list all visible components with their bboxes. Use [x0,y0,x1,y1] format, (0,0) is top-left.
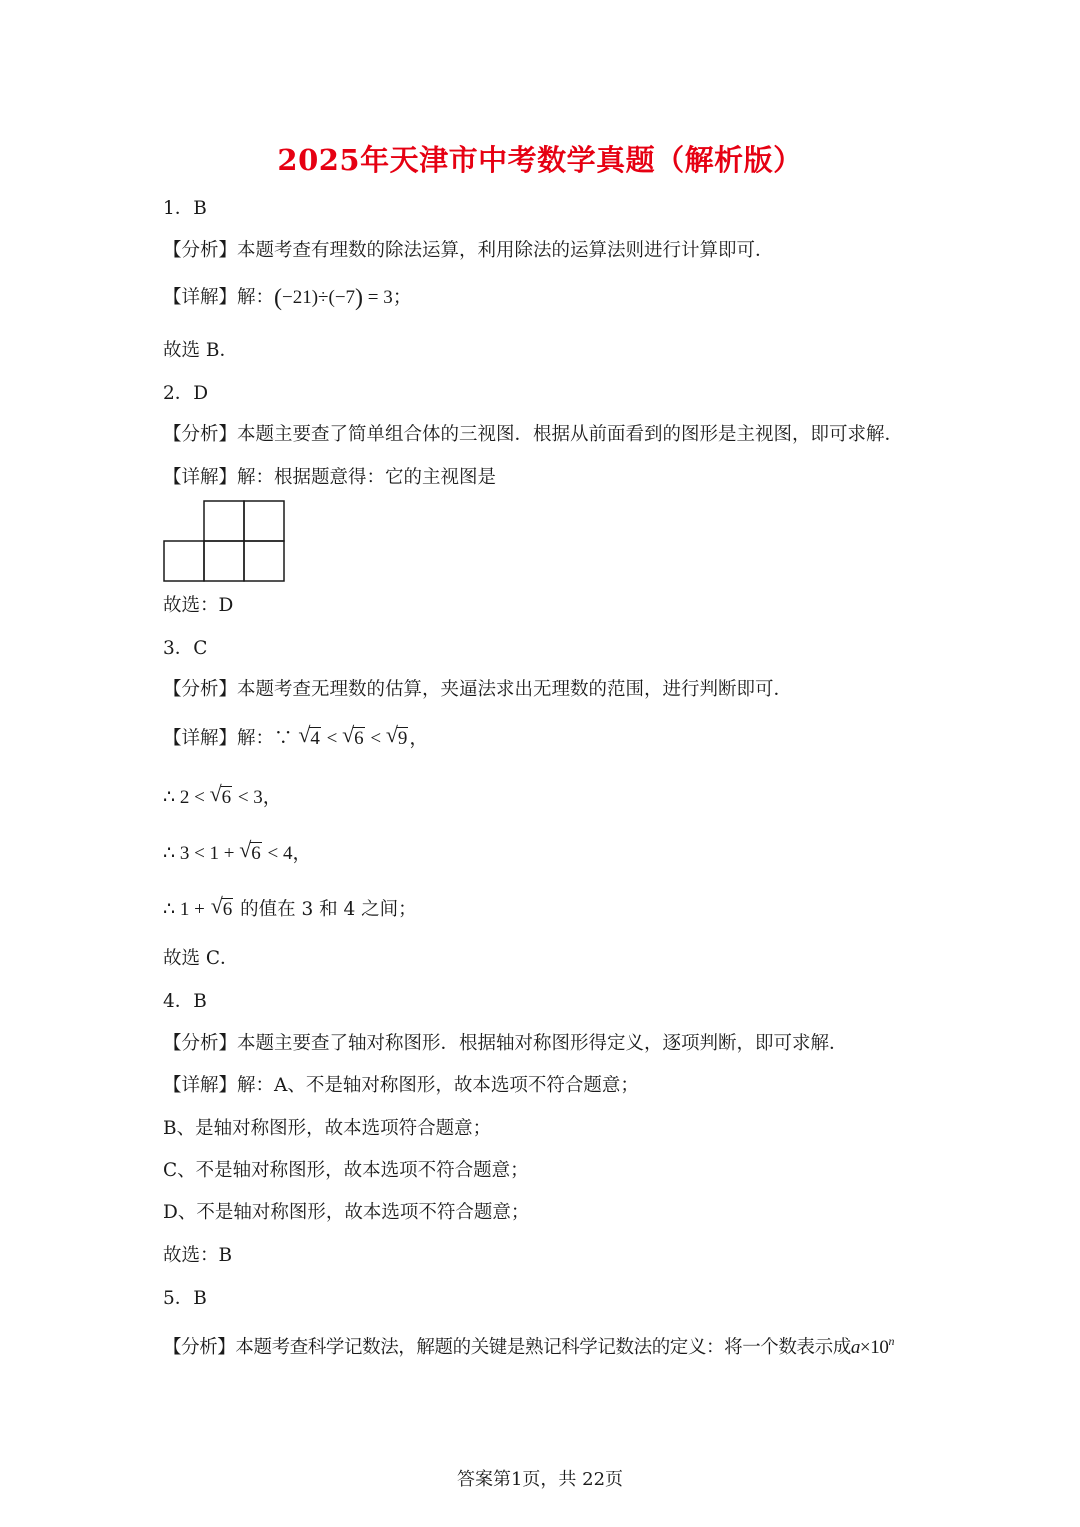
q4-detail-a: 【详解】解：A、不是轴对称图形，故本选项不符合题意； [163,1075,639,1096]
page-title: 2025年天津市中考数学真题（解析版） [277,143,803,177]
q5-analysis: 【分析】本题考查科学记数法，解题的关键是熟记科学记数法的定义：将一个数表示成$a\times 10^n$ [163,1334,895,1358]
front-view-figure [163,500,287,582]
q1-expr: −21)÷(−7 [282,287,356,308]
q1-answer: 1．B [163,198,207,219]
q3-step3: ∴ 1 + √ 6 的值在 3 和 4 之间； [163,897,417,923]
page-footer: 答案第1页，共 22页 [456,1469,624,1490]
grid-cell-bottom-left [164,541,204,581]
q3-conclusion: 故选 C． [163,948,239,969]
sqrt-6: √ 6 [342,722,364,749]
q1-detail-prefix: 【详解】解： [163,287,275,308]
q3-detail [163,722,429,752]
q4-detail-b: B、是轴对称图形，故本选项符合题意； [163,1118,492,1139]
q1-analysis: 【分析】本题考查有理数的除法运算，利用除法的运算法则进行计算即可． [163,240,774,261]
q3-detail-formula: √ 4 < √ 6 < √ 9 ， [298,728,428,749]
q4-analysis: 【分析】本题主要查了轴对称图形．根据轴对称图形得定义，逐项判断，即可求解． [163,1033,848,1054]
q3-analysis: 【分析】本题考查无理数的估算，夹逼法求出无理数的范围，进行判断即可． [163,679,793,700]
sqrt-6: √ 6 [209,781,232,808]
q5-answer: 5．B [163,1288,207,1309]
q2-answer: 2．D [163,383,209,404]
grid-cell-top-right [244,501,284,541]
front-view-grid [163,500,287,582]
sqrt-6: √ 6 [210,893,233,920]
q4-detail-d: D、不是轴对称图形，故本选项不符合题意； [163,1202,530,1223]
sqrt-9: √ 9 [385,722,408,749]
q4-conclusion: 故选：B [163,1245,233,1266]
grid-cell-top-middle [204,501,244,541]
q3-answer: 3．C [163,638,208,659]
q3-step2: ∴ 3 < 1 + √ 6 < 4， [163,841,312,867]
q5-formula: $a\times 10^n$ [850,1334,895,1358]
grid-cell-bottom-middle [204,541,244,581]
q2-analysis: 【分析】本题主要查了简单组合体的三视图．根据从前面看到的图形是主视图，即可求解． [163,424,904,445]
q3-detail-prefix: 【详解】解：∵ [163,728,293,749]
q2-conclusion: 故选：D [163,595,234,616]
q3-step1: ∴ 2 < √ 6 < 3， [163,785,282,811]
q4-detail-c: C、不是轴对称图形，故本选项不符合题意； [163,1160,529,1181]
q1-conclusion: 故选 B． [163,340,238,361]
q4-answer: 4．B [163,991,207,1012]
grid-cell-bottom-right [244,541,284,581]
q2-detail: 【详解】解：根据题意得：它的主视图是 [163,467,497,488]
sqrt-6: √ 6 [239,837,261,864]
sqrt-4: √ 4 [298,722,320,749]
q1-detail [163,285,412,311]
q1-detail-formula: (−21)÷(−7) = 3； [274,285,412,311]
q1-rhs: = 3； [367,287,412,308]
